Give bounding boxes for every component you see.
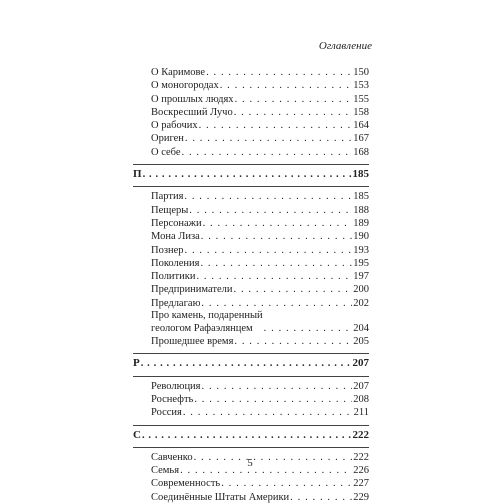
toc-entry-page: 222: [353, 451, 369, 463]
dot-leader: [185, 244, 353, 257]
toc-entry-label: Персонажи: [151, 217, 202, 229]
toc-entry[interactable]: [133, 297, 369, 310]
toc-entry-page: 197: [353, 271, 369, 283]
toc-entry-label: Мона Лиза: [151, 231, 200, 243]
toc-entry-label: Предлагаю: [151, 297, 201, 309]
toc-entry-label: Роснефть: [151, 393, 194, 405]
toc-letter-heading[interactable]: [133, 357, 369, 370]
dot-leader: [264, 322, 353, 335]
toc-entry[interactable]: [133, 119, 369, 132]
toc-entry-label: Воскресший Лучо: [151, 106, 233, 118]
section-divider: [133, 447, 369, 448]
dot-leader: [235, 93, 353, 106]
dot-leader: [290, 491, 352, 504]
dot-leader: [189, 204, 352, 217]
dot-leader: [234, 335, 352, 348]
toc-entry-label: Познер: [151, 244, 184, 256]
toc-entry-label: Поколения: [151, 257, 200, 269]
toc-entry-page: 158: [353, 106, 369, 118]
dot-leader: [184, 190, 352, 203]
toc-entry-page: 195: [353, 257, 369, 269]
toc-entry-page: 167: [353, 133, 369, 145]
toc-entry-page: 155: [353, 93, 369, 105]
toc-letter-heading[interactable]: [133, 168, 369, 181]
toc-entry-page: 202: [353, 297, 369, 309]
toc-entry[interactable]: [133, 146, 369, 159]
toc-entry[interactable]: [133, 244, 369, 257]
toc-entry[interactable]: [133, 335, 369, 348]
toc-entry[interactable]: [133, 477, 369, 490]
toc-entry-page: 200: [353, 284, 369, 296]
toc-entry-label: О себе: [151, 146, 181, 158]
dot-leader: [221, 477, 352, 490]
toc-entry-label: Прошедшее время: [151, 336, 234, 348]
toc-entry[interactable]: [133, 283, 369, 296]
toc-entry-page: 207: [353, 380, 369, 392]
dot-leader: [203, 217, 353, 230]
dot-leader: [220, 79, 353, 92]
toc-entry[interactable]: [133, 310, 369, 335]
toc-entry[interactable]: [133, 190, 369, 203]
toc-entry-label: Политики: [151, 271, 196, 283]
section-divider: [133, 376, 369, 377]
toc-entry-label: Современность: [151, 478, 221, 490]
letter-heading-label: С: [133, 428, 141, 441]
toc-entry-page: 189: [353, 217, 369, 229]
toc-entry-page: 226: [353, 465, 369, 477]
toc-entry-label-line: Про камень, подаренный: [151, 310, 263, 322]
toc-entry[interactable]: [133, 93, 369, 106]
toc-entry-page: 211: [353, 407, 369, 419]
toc-entry-page: 185: [353, 191, 369, 203]
section-divider: [133, 353, 369, 354]
toc-entry-page: 193: [353, 244, 369, 256]
toc-entry-page: 208: [353, 393, 369, 405]
dot-leader: [199, 119, 353, 132]
toc-entry[interactable]: [133, 393, 369, 406]
toc-entry[interactable]: [133, 106, 369, 119]
page-number: 5: [247, 457, 253, 469]
toc-entry-label: О рабочих: [151, 120, 198, 132]
toc-entry-page: 205: [353, 336, 369, 348]
toc-entry-label: Предприниматели: [151, 284, 233, 296]
dot-leader: [201, 230, 352, 243]
toc-entry-label: О прошлых людях: [151, 93, 234, 105]
toc-entry[interactable]: [133, 79, 369, 92]
dot-leader: [196, 270, 352, 283]
dot-leader: [206, 66, 352, 79]
section-divider: [133, 186, 369, 187]
dot-leader: [201, 297, 352, 310]
toc-entry-page: 168: [353, 146, 369, 158]
toc-entry-page: 164: [353, 120, 369, 132]
toc-entry-page: 150: [353, 67, 369, 78]
toc-entry-label: О Каримове: [151, 67, 206, 78]
dot-leader: [141, 357, 352, 370]
toc-entry[interactable]: [133, 270, 369, 283]
dot-leader: [183, 406, 353, 419]
toc-entry-label: Семья: [151, 465, 180, 477]
toc-entry-page: 190: [353, 231, 369, 243]
section-divider: [133, 425, 369, 426]
running-header: Оглавление: [318, 40, 372, 52]
dot-leader: [194, 393, 352, 406]
toc-entry[interactable]: [133, 132, 369, 145]
dot-leader: [234, 106, 353, 119]
toc-entry-label: Революция: [151, 380, 201, 392]
dot-leader: [185, 132, 352, 145]
dot-leader: [200, 257, 352, 270]
toc-entry-page: 229: [353, 491, 369, 503]
dot-leader: [142, 429, 352, 442]
toc-entry-page: 188: [353, 204, 369, 216]
toc-entry-label: О моногородах: [151, 80, 219, 92]
toc-entry-page: 153: [353, 80, 369, 92]
letter-heading-page: 222: [352, 428, 369, 441]
letter-heading-page: 185: [352, 168, 369, 181]
toc-entry[interactable]: [133, 406, 369, 419]
toc-entry-page: 227: [353, 478, 369, 490]
table-of-contents: [133, 66, 369, 504]
toc-entry[interactable]: [133, 66, 369, 79]
toc-entry-label: Савченко: [151, 451, 193, 463]
toc-entry[interactable]: [133, 491, 369, 504]
section-divider: [133, 164, 369, 165]
toc-entry[interactable]: [133, 257, 369, 270]
toc-entry[interactable]: [133, 380, 369, 393]
dot-leader: [234, 283, 353, 296]
letter-heading-page: 207: [352, 357, 369, 370]
letter-heading-label: П: [133, 168, 142, 181]
toc-entry-label: Соединённые Штаты Америки: [151, 491, 290, 503]
toc-entry-label: Партия: [151, 191, 184, 203]
dot-leader: [202, 380, 353, 393]
dot-leader: [182, 146, 353, 159]
toc-entry-label: Пещеры: [151, 204, 189, 216]
dot-leader: [143, 168, 352, 181]
toc-entry-label-line: геологом Рафаэлянцем: [151, 322, 253, 334]
toc-entry-page: 204: [353, 322, 369, 334]
toc-entry[interactable]: [133, 204, 369, 217]
toc-entry-label: [151, 310, 263, 335]
letter-heading-label: Р: [133, 357, 140, 370]
toc-entry-label: Россия: [151, 407, 182, 419]
toc-entry[interactable]: [133, 230, 369, 243]
toc-entry-label: Ориген: [151, 133, 184, 145]
toc-entry[interactable]: [133, 217, 369, 230]
toc-letter-heading[interactable]: [133, 429, 369, 442]
